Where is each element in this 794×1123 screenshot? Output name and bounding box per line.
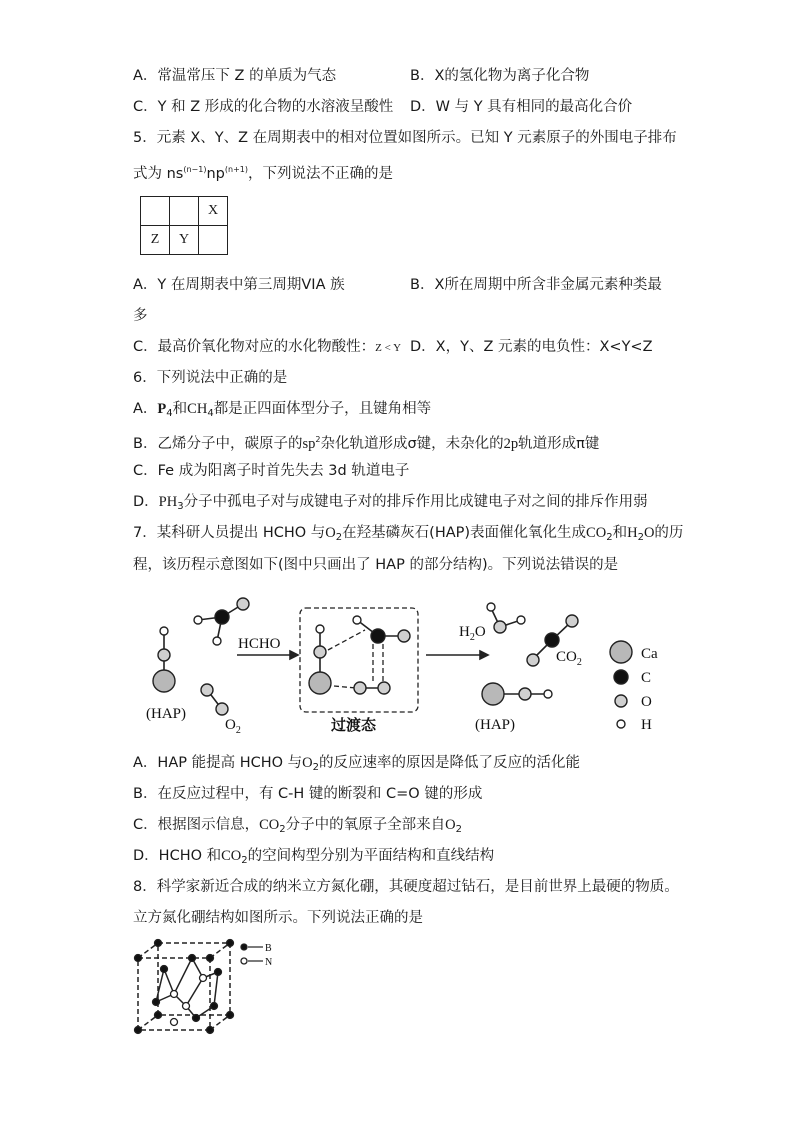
q7-option-c: C．根据图示信息，$CO_2$分子中的氧原子全部来自$O_2$ — [133, 817, 463, 835]
q4-option-d: D．W 与 Y 具有相同的最高化合价 — [410, 99, 633, 115]
q7-stem-line1: 7．某科研人员提出 HCHO 与$O_2$在羟基磷灰石(HAP)表面催化氧化生成$CO_2$和$H_2O$的历 — [133, 525, 684, 543]
q7-stem-line2: 程，该历程示意图如下(图中只画出了 HAP 的部分结构)。下列说法错误的是 — [133, 557, 619, 573]
legend-c-label: C — [641, 670, 652, 686]
q5-stem-line2: 式为 $ns^{(n-1)}np^{(n+1)}$，下列说法不正确的是 — [133, 165, 393, 182]
hap-right-label: (HAP) — [475, 717, 515, 733]
q4-option-a: A．常温常压下 Z 的单质为气态 — [133, 68, 337, 84]
q8-stem-line2: 立方氮化硼结构如图所示。下列说法正确的是 — [133, 910, 423, 926]
q5-option-d: D．X，Y、Z 元素的电负性：X<Y<Z — [410, 339, 653, 355]
q5-option-a: A．Y 在周期表中第三周期VIA 族 — [133, 277, 345, 293]
q4-option-b: B．X的氢化物为离子化合物 — [410, 68, 590, 84]
legend-b-label: B — [265, 943, 272, 954]
legend-n-label: N — [265, 957, 273, 968]
q6-option-b: B．乙烯分子中，碳原子的$sp^2$杂化轨道形成σ键，未杂化的2p轨道形成π键 — [133, 435, 600, 452]
grid-cell-y: Y — [170, 226, 199, 255]
legend-h-label: H — [641, 717, 652, 733]
transition-state-label: 过渡态 — [331, 716, 377, 734]
legend-n-icon — [241, 958, 247, 964]
q6-option-d: D．$PH_3$分子中孤电子对与成键电子对的排斥作用比成键电子对之间的排斥作用弱 — [133, 494, 648, 512]
q4-option-c: C．Y 和 Z 形成的化合物的水溶液呈酸性 — [133, 99, 394, 115]
hap-left-label: (HAP) — [146, 706, 186, 722]
q6-option-a: A．$P_4$和$CH_4$都是正四面体型分子，且键角相等 — [133, 401, 432, 419]
legend-ca-label: Ca — [641, 646, 658, 662]
q7-option-d: D．HCHO 和$CO_2$的空间构型分别为平面结构和直线结构 — [133, 848, 495, 866]
q5-option-b: B．X所在周期中所含非金属元素种类最 — [410, 277, 662, 293]
q5-stem-line1: 5．元素 X、Y、Z 在周期表中的相对位置如图所示。已知 Y 元素原子的外围电子排布 — [133, 130, 677, 146]
q6-stem: 6．下列说法中正确的是 — [133, 370, 288, 386]
hcho-arrow-label: HCHO — [238, 636, 281, 652]
o2-label: $O_2$ — [225, 717, 241, 736]
legend-b-icon — [241, 944, 247, 950]
h2o-label: $H_2O$ — [459, 624, 486, 643]
q5-option-b-cont: 多 — [133, 308, 148, 324]
q8-stem-line1: 8．科学家新近合成的纳米立方氮化硼，其硬度超过钻石，是目前世界上最硬的物质。 — [133, 879, 679, 895]
q7-option-a: A．HAP 能提高 HCHO 与$O_2$的反应速率的原因是降低了反应的活化能 — [133, 755, 581, 773]
legend-o-label: O — [641, 694, 652, 710]
co2-label: $CO_2$ — [556, 649, 582, 668]
q6-option-c: C．Fe 成为阳离子时首先失去 3d 轨道电子 — [133, 463, 410, 479]
grid-cell-x: X — [199, 197, 228, 226]
q7-option-b: B．在反应过程中，有 C-H 键的断裂和 C=O 键的形成 — [133, 786, 483, 802]
grid-cell-z: Z — [141, 226, 170, 255]
q5-option-c: C．最高价氧化物对应的水化物酸性：Z < Y — [133, 339, 402, 355]
